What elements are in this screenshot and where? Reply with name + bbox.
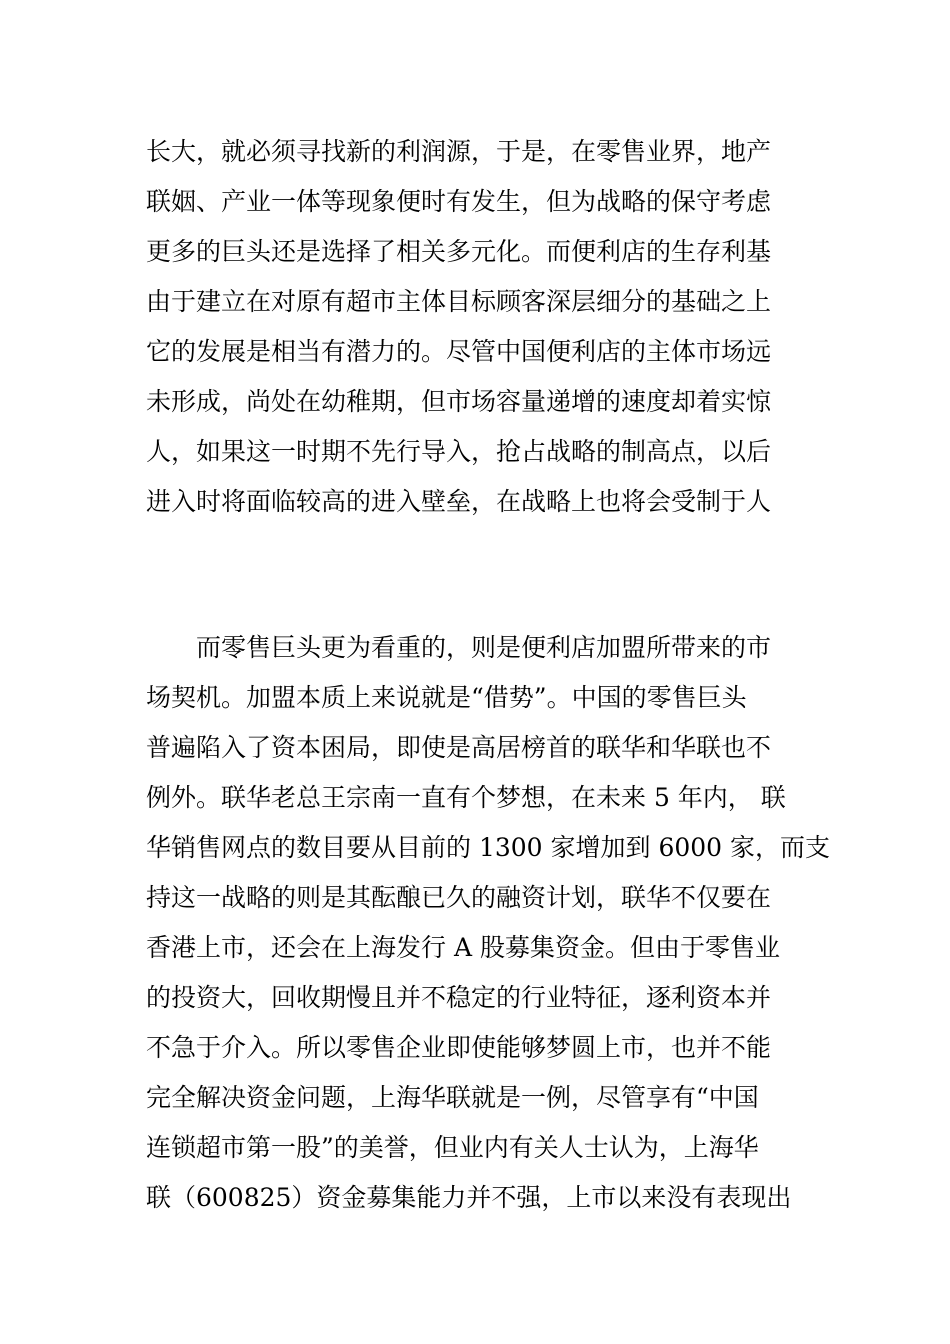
paragraph-2-line-2: 场契机。加盟本质上来说就是“借势”。中国的零售巨头	[146, 683, 747, 712]
paragraph-1-line-4: 由于建立在对原有超市主体目标顾客深层细分的基础之上	[146, 287, 772, 316]
paragraph-2-line-3: 普遍陷入了资本困局，即使是高居榜首的联华和华联也不	[146, 733, 772, 762]
paragraph-1-line-7: 人，如果这一时期不先行导入，抢占战略的制高点，以后	[146, 437, 772, 466]
paragraph-2-line-10: 完全解决资金问题，上海华联就是一例，尽管享有“中国	[146, 1083, 759, 1112]
paragraph-1-line-6: 未形成，尚处在幼稚期，但市场容量递增的速度却着实惊	[146, 387, 772, 416]
paragraph-2-line-4: 例外。联华老总王宗南一直有个梦想，在未来 5 年内， 联	[146, 783, 786, 812]
paragraph-2-line-9: 不急于介入。所以零售企业即使能够梦圆上市，也并不能	[146, 1033, 772, 1062]
paragraph-2-line-11: 连锁超市第一股”的美誉，但业内有关人士认为，上海华	[146, 1133, 759, 1162]
paragraph-2-line-7: 香港上市，还会在上海发行 A 股募集资金。但由于零售业	[146, 933, 780, 962]
paragraph-2-line-12: 联（600825）资金募集能力并不强，上市以来没有表现出	[146, 1183, 792, 1212]
paragraph-2-line-8: 的投资大，回收期慢且并不稳定的行业特征，逐利资本并	[146, 983, 772, 1012]
paragraph-1-line-1: 长大，就必须寻找新的利润源，于是，在零售业界，地产	[146, 137, 772, 166]
paragraph-2-line-1: 而零售巨头更为看重的，则是便利店加盟所带来的市	[146, 633, 772, 662]
paragraph-1-line-8: 进入时将面临较高的进入壁垒，在战略上也将会受制于人	[146, 487, 772, 516]
paragraph-1-line-3: 更多的巨头还是选择了相关多元化。而便利店的生存利基	[146, 237, 772, 266]
paragraph-1-line-2: 联姻、产业一体等现象便时有发生，但为战略的保守考虑	[146, 187, 772, 216]
paragraph-2-line-6: 持这一战略的则是其酝酿已久的融资计划，联华不仅要在	[146, 883, 772, 912]
paragraph-1-line-5: 它的发展是相当有潜力的。尽管中国便利店的主体市场远	[146, 337, 772, 366]
paragraph-2-line-5: 华销售网点的数目要从目前的 1300 家增加到 6000 家，而支	[146, 833, 831, 862]
